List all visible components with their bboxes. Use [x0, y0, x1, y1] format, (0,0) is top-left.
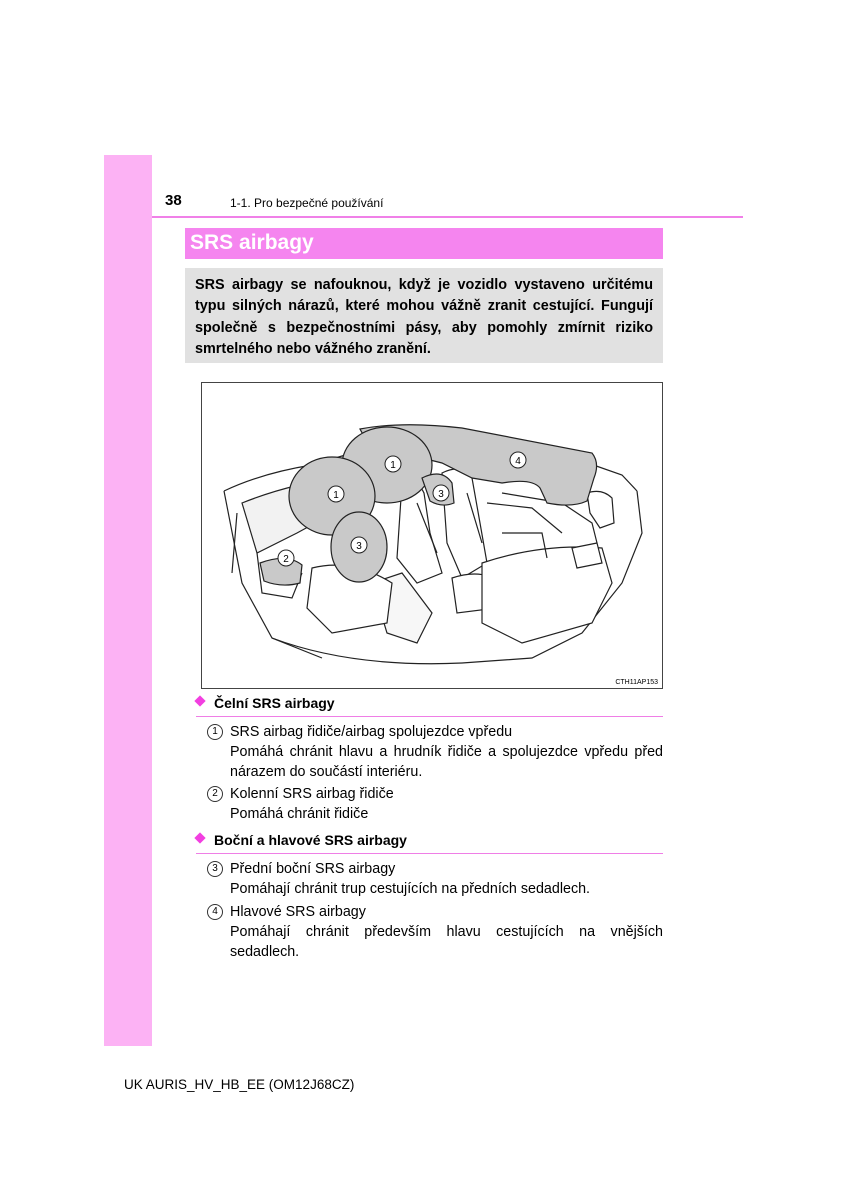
list-item: [207, 784, 663, 824]
section-heading-front: [196, 694, 663, 717]
item-title: SRS airbag řidiče/airbag spolujezdce vpředu: [230, 724, 513, 740]
header-rule: [152, 216, 743, 218]
airbag-figure: [201, 382, 663, 689]
item-description: Pomáhá chránit hlavu a hrudník řidiče a spolujezdce vpředu před nárazem do součástí interiéru.: [230, 744, 663, 780]
page-number: 38: [165, 192, 182, 209]
item-description: Pomáhá chránit řidiče: [230, 806, 369, 822]
list-item: [207, 902, 663, 962]
diamond-bullet-icon: [194, 695, 205, 706]
figure-code: CTH11AP153: [615, 679, 658, 686]
chapter-side-tab: [104, 155, 152, 1046]
callout-label: 1: [333, 490, 339, 501]
item-title: Přední boční SRS airbagy: [230, 861, 396, 877]
item-title: Hlavové SRS airbagy: [230, 904, 366, 920]
item-description: Pomáhají chránit trup cestujících na předních sedadlech.: [230, 881, 591, 897]
callout-label: 2: [283, 554, 289, 565]
footer-code: UK AURIS_HV_HB_EE (OM12J68CZ): [124, 1077, 355, 1092]
item-number-circle: 4: [207, 904, 223, 920]
list-item: [207, 722, 663, 782]
title-bar: [185, 228, 663, 259]
callout-label: 4: [515, 456, 521, 467]
item-description: Pomáhají chránit především hlavu cestujících na vnějších sedadlech.: [230, 924, 663, 960]
intro-box: SRS airbagy se nafouknou, když je vozidlo vystaveno určitému typu silných nárazů, které mohou vážně zranit cestující. Fungují společně s bezpečnostními pásy, aby pomohly zmírnit riziko smrtelného nebo vážného zranění.: [185, 268, 663, 363]
section-heading-label: Boční a hlavové SRS airbagy: [214, 832, 407, 848]
item-number-circle: 1: [207, 724, 223, 740]
item-title: Kolenní SRS airbag řidiče: [230, 786, 394, 802]
section-reference: 1-1. Pro bezpečné používání: [230, 196, 384, 210]
section-heading-side: [196, 831, 663, 854]
item-number-circle: 2: [207, 786, 223, 802]
callout-label: 3: [356, 541, 362, 552]
callout-label: 1: [390, 460, 396, 471]
diamond-bullet-icon: [194, 832, 205, 843]
car-interior-illustration: [202, 383, 663, 689]
callout-label: 3: [438, 489, 444, 500]
page-title: SRS airbagy: [190, 231, 314, 254]
list-item: [207, 859, 663, 899]
item-number-circle: 3: [207, 861, 223, 877]
section-heading-label: Čelní SRS airbagy: [214, 695, 335, 711]
